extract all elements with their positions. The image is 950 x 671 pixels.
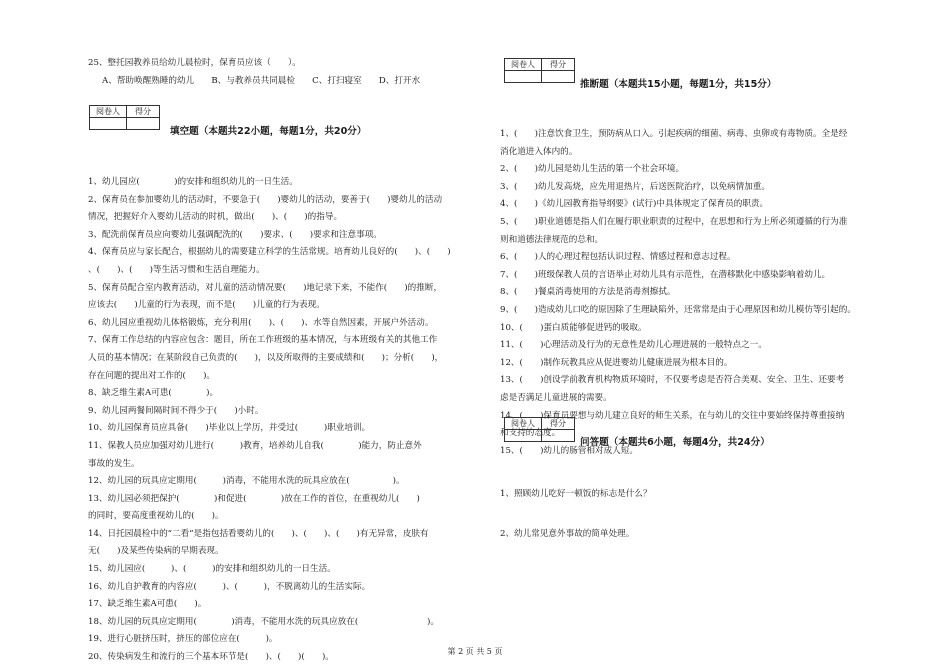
fill-blank-line: 15、幼儿园应( )、( )的安排和组织幼儿的一日生活。 xyxy=(88,564,336,575)
score-box-fill xyxy=(89,105,160,130)
qa-title: 问答题（本题共6小题，每题4分，共24分） xyxy=(580,437,770,448)
judge-line: 11、( )心理活动及行为的无意性是幼儿心理进展的一般特点之一。 xyxy=(500,340,767,351)
qa-question-1: 1、照顾幼儿吃好一顿饭的标志是什么？ xyxy=(500,489,652,499)
fill-blank-line: 6、幼儿园应重视幼儿体格锻炼，充分利用( )、( )、水等自然因素，开展户外活动。 xyxy=(88,317,434,328)
fill-blank-list xyxy=(88,174,480,667)
judge-line: 消化道进入体内的。 xyxy=(500,146,578,157)
fill-blank-line: 存在问题的提出对工作的( )。 xyxy=(88,370,216,381)
score-label: 得分 xyxy=(127,106,160,118)
fill-blank-line: 16、幼儿自护教育的内容应( )、( )，不脱离幼儿的生活实际。 xyxy=(88,581,371,592)
fill-blank-line: 10、幼儿园保育员应具备( )毕业以上学历，并受过( )职业培训。 xyxy=(88,423,371,434)
fill-blank-line: 19、进行心脏挤压时，挤压的部位应在( )。 xyxy=(88,634,278,645)
score-cell xyxy=(542,71,575,83)
score-box-judge xyxy=(504,58,575,83)
fill-blank-line: 17、缺乏维生素A可患( )。 xyxy=(88,599,207,610)
judge-line: 4、( )《幼儿园教育指导纲要》(试行)中具体规定了保育员的职责。 xyxy=(500,199,769,210)
fill-blank-line: 应该去( )儿童的行为表现，而不是( )儿童的行为表现。 xyxy=(88,300,325,311)
score-label: 得分 xyxy=(542,418,575,430)
fill-blank-line: 11、保教人员应加强对幼儿进行( )教育，培养幼儿自我( )能力，防止意外 xyxy=(88,440,422,451)
reviewer-cell xyxy=(90,118,127,130)
judge-line: 1、( )注意饮食卫生，预防病从口入。引起疾病的细菌、病毒、虫卵或有毒物质。全是经 xyxy=(500,129,848,139)
judge-line: 则和道德法律规范的总和。 xyxy=(500,234,604,245)
fill-blank-line: 9、幼儿园两餐间隔时间不得少于( )小时。 xyxy=(88,405,264,416)
judge-line: 3、( )幼儿发高烧，应先用退热片，后送医院治疗，以免病情加重。 xyxy=(500,181,770,192)
fill-blank-line: 人员的基本情况；在某阶段自己负责的( )，以及所取得的主要成绩和( )；分析( )， xyxy=(88,352,444,363)
judge-line: 5、( )职业道德是指人们在履行职业职责的过程中，在思想和行为上所必须遵循的行为准 xyxy=(500,216,848,227)
fill-blank-line: 2、保育员在参加婴幼儿的活动时，不要急于( )婴幼儿的活动，要善于( )婴幼儿的活动 xyxy=(88,194,443,205)
fill-blank-line: 7、保育工作总结的内容应包含：题目，所在工作班级的基本情况，与本班级有关的其他工作 xyxy=(88,335,438,346)
judge-title: 推断题（本题共15小题，每题1分，共15分） xyxy=(580,79,777,90)
fill-blank-line: 18、幼儿园的玩具应定期用( )消毒，不能用水洗的玩具应放在( )。 xyxy=(88,616,439,627)
judge-line: 12、( )制作玩教具应从促进婴幼儿健康进展为根本目的。 xyxy=(500,357,733,368)
fill-blank-line: 8、缺乏维生素A可患( )。 xyxy=(88,388,219,399)
judge-line: 虑是否满足儿童进展的需要。 xyxy=(500,392,612,403)
fill-blank-line: 的同时，要高度重视幼儿的( )。 xyxy=(88,511,224,522)
fill-blank-title: 填空题（本题共22小题，每题1分，共20分） xyxy=(170,126,367,137)
reviewer-cell xyxy=(505,71,542,83)
judge-line: 2、( )幼儿园是幼儿生活的第一个社会环境。 xyxy=(500,164,685,175)
question-25: 25、整托园教养员给幼儿晨检时，保育员应该（ ）。 xyxy=(88,58,301,68)
fill-blank-line: 13、幼儿园必须把保护( )和促进( )放在工作的首位，在重视幼儿( ) xyxy=(88,493,420,504)
judge-line: 14、( )保育员要想与幼儿建立良好的师生关系，在与幼儿的交往中要始终保持尊重接纳 xyxy=(500,410,845,421)
fill-blank-line: 20、传染病发生和流行的三个基本环节是( )、( )( )。 xyxy=(88,652,334,663)
judge-list xyxy=(500,126,918,460)
judge-line: 8、( )餐桌消毒使用的方法是消毒剂擦拭。 xyxy=(500,287,676,298)
score-label: 得分 xyxy=(542,59,575,71)
reviewer-label: 阅卷人 xyxy=(505,418,542,430)
fill-blank-line: 情况，把握好介入婴幼儿活动的时机，做出( )、( )的指导。 xyxy=(88,212,343,223)
judge-line: 15、( )幼儿的肠管相对成人短。 xyxy=(500,445,638,456)
fill-blank-line: 14、日托园晨检中的“二看”是指包括看婴幼儿的( )、( )、( )有无异常，皮肤有 xyxy=(88,528,429,539)
judge-line: 10、( )蛋白质能够促进钙的吸取。 xyxy=(500,322,647,333)
score-box-qa xyxy=(504,417,575,442)
judge-line: 和支持的态度。 xyxy=(500,428,561,439)
page-footer: 第 2 页 共 5 页 xyxy=(447,647,503,656)
score-cell xyxy=(127,118,160,130)
reviewer-label: 阅卷人 xyxy=(90,106,127,118)
score-cell xyxy=(542,430,575,442)
fill-blank-line: 事故的发生。 xyxy=(88,458,140,469)
fill-blank-line: 5、保育员配合室内教育活动，对儿童的活动情况要( )地记录下来，不能作( )的推断， xyxy=(88,282,443,293)
judge-line: 13、( )创设学前教育机构物质环境时，不仅要考虑是否符合美观、安全、卫生、还要考 xyxy=(500,375,845,386)
qa-question-2: 2、幼儿常见意外事故的简单处理。 xyxy=(500,529,635,539)
judge-line: 6、( )人的心理过程包括认识过程、情感过程和意志过程。 xyxy=(500,252,736,263)
fill-blank-line: 无( )及某些传染病的早期表现。 xyxy=(88,546,224,557)
judge-line: 7、( )班级保教人员的言语举止对幼儿具有示范性，在潜移默化中感染影响着幼儿。 xyxy=(500,269,831,280)
reviewer-label: 阅卷人 xyxy=(505,59,542,71)
fill-blank-line: 12、幼儿园的玩具应定期用( )消毒，不能用水洗的玩具应放在( )。 xyxy=(88,476,405,487)
judge-line: 9、( )造成幼儿口吃的原因除了生理缺陷外，还常常是由于心理原因和幼儿模仿等引起的。 xyxy=(500,304,856,315)
fill-blank-line: 3、配洗前保育员应向婴幼儿强调配洗的( )要求、( )要求和注意事项。 xyxy=(88,229,382,240)
fill-blank-line: 4、保育员应与家长配合，根据幼儿的需要建立科学的生活常规。培育幼儿良好的( )、( ) xyxy=(88,247,451,258)
fill-blank-line: 、( )、( )等生活习惯和生活自理能力。 xyxy=(88,264,265,275)
fill-blank-line: 1、幼儿园应( )的安排和组织幼儿的一日生活。 xyxy=(88,177,298,187)
question-25-options: A、帮助唤醒熟睡的幼儿 B、与教养员共同晨检 C、打扫寝室 D、打开水 xyxy=(102,75,421,86)
reviewer-cell xyxy=(505,430,542,442)
